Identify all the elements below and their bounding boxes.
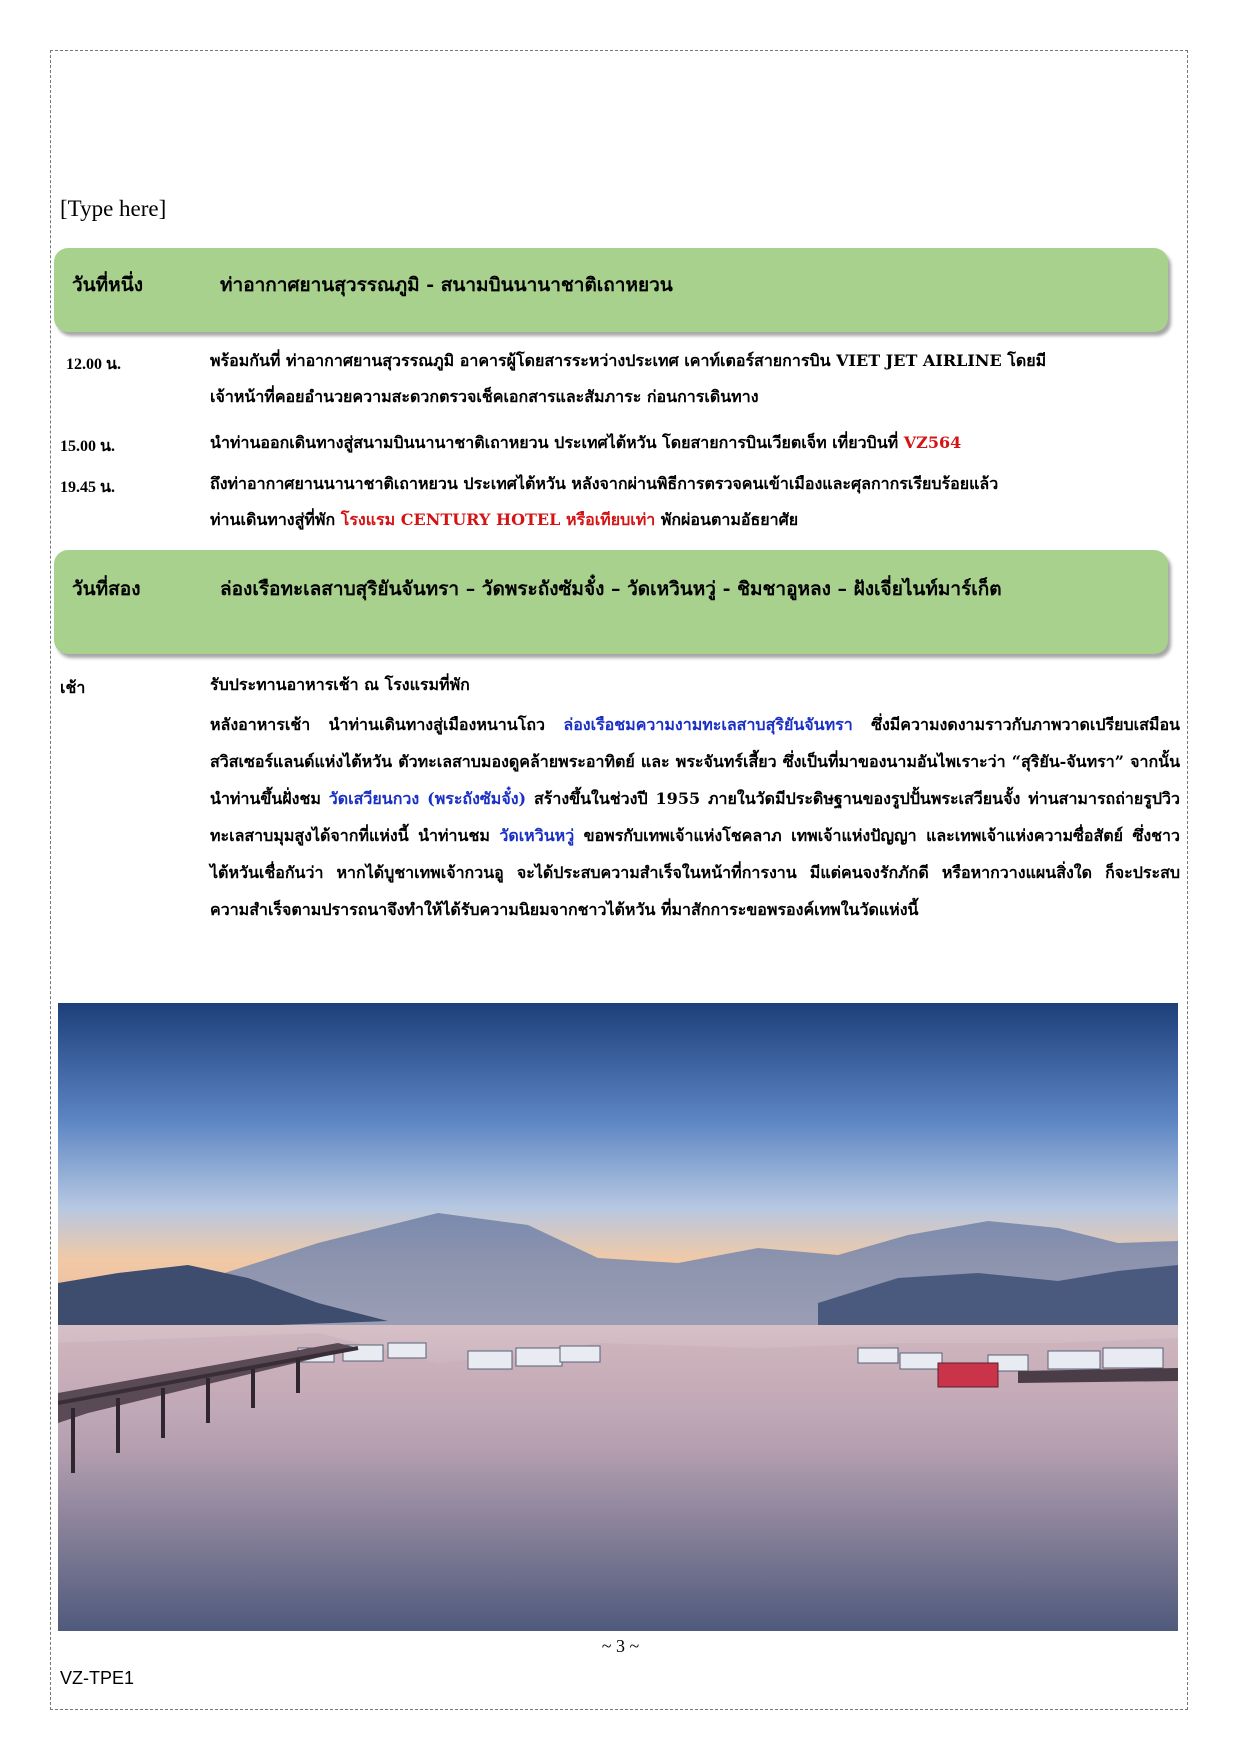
time-label: 19.45 น. bbox=[60, 479, 115, 496]
header-placeholder[interactable]: [Type here] bbox=[60, 196, 167, 221]
desc-text: ถึงท่าอากาศยานนานาชาติเถาหยวน ประเทศไต้หวัน หลังจากผ่านพิธีการตรวจคนเข้าเมืองและศุลกากรเรียบร้อยแล้ว bbox=[210, 474, 999, 493]
day1-banner bbox=[54, 248, 1168, 332]
day2-label: วันที่สอง bbox=[72, 578, 141, 600]
highlight-sun-moon-lake: ล่องเรือชมความงามทะเลสาบสุริยันจันทรา bbox=[563, 715, 853, 734]
day2-banner bbox=[54, 550, 1168, 654]
desc-text: ขอพรกับเทพเจ้าแห่งโชคลาภ เทพเจ้าแห่งปัญญา และเทพเจ้าแห่งความซื่อสัตย์ ซึ่งชาวไต้หวันเชื่อกันว่า หากได้บูชาเทพเจ้ากวนอู จะได้ประสบความสำเร็จในหน้าที่การงาน มีแต่คนจงรักภักดี หรือหากวางแผนสิ่งใด ก็จะประสบความสำเร็จตามปรารถนาจึงทำให้ได้รับความนิยมจากชาวไต้หวัน ที่มาสักการะขอพรองค์เทพในวัดแห่งนี้ bbox=[210, 826, 1180, 919]
lake-photo bbox=[58, 1003, 1178, 1631]
desc-text: หลังอาหารเช้า นำท่านเดินทางสู่เมืองหนานโถว bbox=[210, 715, 564, 734]
day2-title: ล่องเรือทะเลสาบสุริยันจันทรา – วัดพระถังซัมจั๋ง – วัดเหวินหวู่ - ชิมชาอูหลง – ฝังเจี่ยไนท์มาร์เก็ต bbox=[220, 578, 1002, 600]
time-label: 12.00 น. bbox=[66, 356, 121, 373]
time-label: 15.00 น. bbox=[60, 438, 115, 455]
flight-number: VZ564 bbox=[903, 433, 962, 452]
day1-title: ท่าอากาศยานสุวรรณภูมิ - สนามบินนานาชาติเถาหยวน bbox=[220, 274, 673, 296]
desc-text: เจ้าหน้าที่คอยอำนวยความสะดวกตรวจเช็คเอกสารและสัมภาระ ก่อนการเดินทาง bbox=[210, 387, 759, 406]
page-number: ~ 3 ~ bbox=[601, 1636, 640, 1656]
time-label: เช้า bbox=[60, 678, 86, 697]
desc-text: โดยมี bbox=[1001, 351, 1047, 370]
highlight-xuanguang-temple: วัดเสวียนกวง (พระถังซัมจั๋ง) bbox=[328, 789, 527, 808]
day2-description bbox=[210, 706, 1180, 928]
breakfast-text: รับประทานอาหารเช้า ณ โรงแรมที่พัก bbox=[210, 675, 470, 694]
schedule-desc bbox=[210, 466, 1180, 538]
schedule-desc bbox=[210, 425, 1180, 461]
desc-text: สร้างขึ้นในช่วงปี 1955 ภายในวัดมีประดิษฐานของรูปปั้นพระเสวียนจั้ง ท่านสามารถถ่ายรูปวิวทะเลสาบมุมสูงได้จากที่แห่งนี้ นำท่านชม bbox=[210, 789, 1180, 845]
highlight-wenwu-temple: วัดเหวินหวู่ bbox=[499, 826, 575, 845]
hotel-name: โรงแรม CENTURY HOTEL หรือเทียบเท่า bbox=[340, 510, 656, 529]
document-code: VZ-TPE1 bbox=[60, 1668, 135, 1688]
desc-text: พักผ่อนตามอัธยาศัย bbox=[655, 510, 799, 529]
day1-label: วันที่หนึ่ง bbox=[72, 274, 143, 296]
airline-name: VIET JET AIRLINE bbox=[836, 351, 1002, 370]
desc-text: พร้อมกันที่ ท่าอากาศยานสุวรรณภูมิ อาคารผู้โดยสารระหว่างประเทศ เคาท์เตอร์สายการบิน bbox=[210, 351, 837, 370]
schedule-desc bbox=[210, 343, 1180, 415]
desc-text: นำท่านออกเดินทางสู่สนามบินนานาชาติเถาหยวน ประเทศไต้หวัน โดยสายการบินเวียตเจ็ท เที่ยวบินที่ bbox=[210, 433, 904, 452]
desc-text: ซึ่งมีความงดงามราวกับภาพวาดเปรียบเสมือนสวิสเซอร์แลนด์แห่งไต้หวัน ตัวทะเลสาบมองดูคล้ายพระอาทิตย์ และ พระจันทร์เสี้ยว ซึ่งเป็นที่มาของนามอันไพเราะว่า “สุริยัน-จันทรา” จากนั้นนำท่านขึ้นฝั่งชม bbox=[210, 715, 1180, 808]
desc-text: ท่านเดินทางสู่ที่พัก bbox=[210, 510, 341, 529]
